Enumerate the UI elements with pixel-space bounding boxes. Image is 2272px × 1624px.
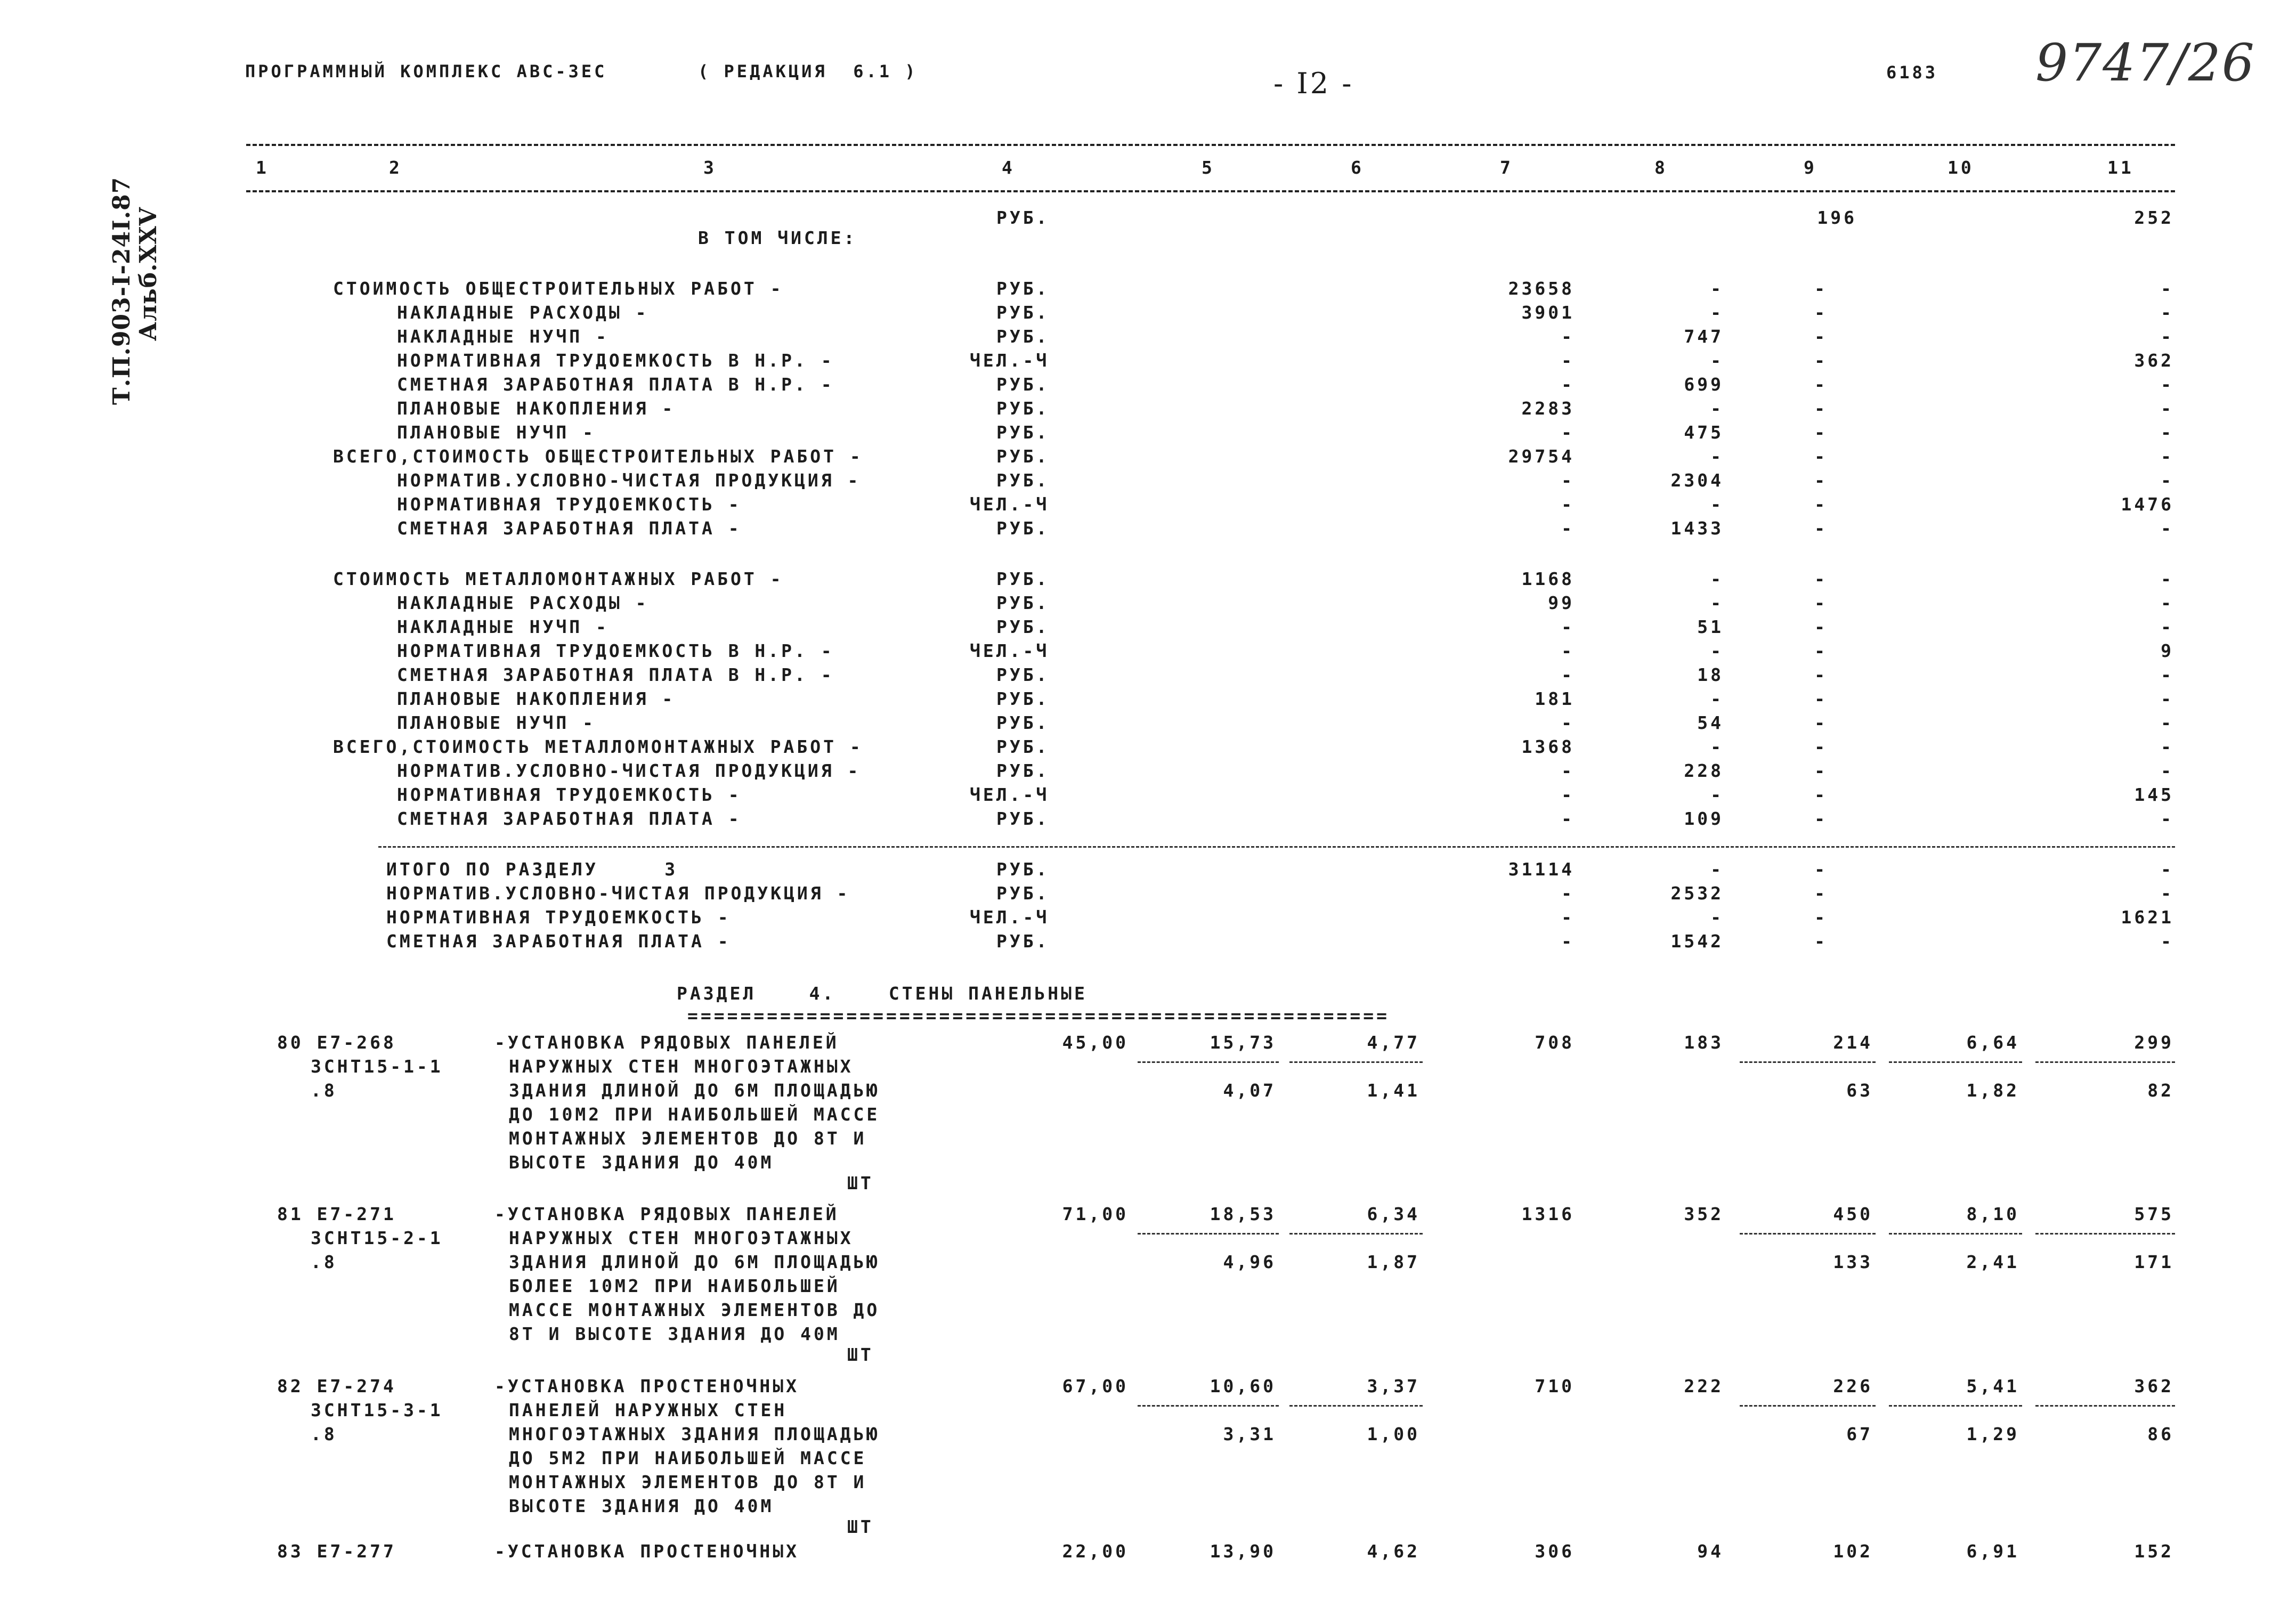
header-top-rule [246, 144, 2175, 146]
edition-label: ( РЕДАКЦИЯ 6.1 ) [698, 61, 918, 82]
item-subtotal-rule [1740, 1405, 1876, 1407]
summary-col7: - [1561, 374, 1575, 395]
item-description-line: МОНТАЖНЫХ ЭЛЕМЕНТОВ ДО 8Т И [509, 1128, 867, 1149]
item-description-line: ВЫСОТЕ ЗДАНИЯ ДО 40М [509, 1496, 774, 1516]
summary-label: ВСЕГО,СТОИМОСТЬ ОБЩЕСТРОИТЕЛЬНЫХ РАБОТ - [333, 446, 863, 467]
summary-label: НАКЛАДНЫЕ НУЧП - [397, 616, 609, 637]
item-subtotal-rule [1889, 1061, 2022, 1063]
item-subtotal-rule [1740, 1233, 1876, 1235]
item-col4: 22,00 [1062, 1541, 1129, 1562]
summary-label: ПЛАНОВЫЕ НАКОПЛЕНИЯ - [397, 398, 676, 419]
item-col6: 3,37 [1367, 1376, 1420, 1396]
summary-unit: РУБ. [996, 688, 1050, 709]
summary-label: НАКЛАДНЫЕ НУЧП - [397, 326, 609, 347]
summary-col7: - [1561, 326, 1575, 347]
summary-col8: - [1710, 736, 1724, 757]
summary-unit: РУБ. [996, 859, 1050, 880]
item-subtotal-rule [1889, 1233, 2022, 1235]
column-number: 1 [256, 157, 269, 178]
summary-col7: - [1561, 664, 1575, 685]
summary-label: ПЛАНОВЫЕ НУЧП - [397, 712, 596, 733]
summary-col7: - [1561, 494, 1575, 515]
summary-col11: - [2161, 688, 2174, 709]
item-code2: ЗСНТ15-2-1 [311, 1228, 443, 1248]
summary-unit: РУБ. [996, 616, 1050, 637]
item-col11: 299 [2134, 1032, 2174, 1053]
summary-col9: - [1814, 592, 1828, 613]
summary-label: СМЕТНАЯ ЗАРАБОТНАЯ ПЛАТА - [397, 808, 742, 829]
top-col11: 252 [2134, 207, 2174, 228]
summary-col8: - [1710, 278, 1724, 299]
summary-label: ПЛАНОВЫЕ НУЧП - [397, 422, 596, 443]
summary-col9: - [1814, 350, 1828, 371]
summary-col7: - [1561, 518, 1575, 539]
subtitle-including: В ТОМ ЧИСЛЕ: [698, 228, 857, 248]
summary-unit: РУБ. [996, 712, 1050, 733]
item-description-line: НАРУЖНЫХ СТЕН МНОГОЭТАЖНЫХ [509, 1056, 854, 1077]
item-subtotal-rule [1289, 1061, 1423, 1063]
item-number-code: 80 Е7-268 [277, 1032, 396, 1053]
summary-label: НОРМАТИВНАЯ ТРУДОЕМКОСТЬ - [397, 784, 742, 805]
column-number: 3 [703, 157, 717, 178]
summary-label: НОРМАТИВ.УСЛОВНО-ЧИСТАЯ ПРОДУКЦИЯ - [397, 760, 861, 781]
summary-col7: - [1561, 907, 1575, 928]
item-subtotal-rule [1289, 1405, 1423, 1407]
item-number-code: 81 Е7-271 [277, 1204, 396, 1224]
summary-label: НОРМАТИВНАЯ ТРУДОЕМКОСТЬ - [397, 494, 742, 515]
item-description-line: ВЫСОТЕ ЗДАНИЯ ДО 40М [509, 1152, 774, 1173]
summary-col8: 2532 [1670, 883, 1724, 904]
item-unit: ШТ [847, 1516, 874, 1537]
item-description-line: ПАНЕЛЕЙ НАРУЖНЫХ СТЕН [509, 1400, 788, 1420]
summary-col8: - [1710, 907, 1724, 928]
item-subtotal-rule [2035, 1233, 2175, 1235]
item-subtotal-rule [1740, 1061, 1876, 1063]
item-code2: ЗСНТ15-3-1 [311, 1400, 443, 1420]
item-description-line: ДО 10М2 ПРИ НАИБОЛЬШЕЙ МАССЕ [509, 1104, 880, 1125]
item-subtotal-rule [2035, 1061, 2175, 1063]
summary-unit: РУБ. [996, 446, 1050, 467]
item-subtotal-rule [1138, 1061, 1279, 1063]
summary-col8: - [1710, 640, 1724, 661]
summary-unit: РУБ. [996, 736, 1050, 757]
item-col6: 6,34 [1367, 1204, 1420, 1224]
item-description-line: ЗДАНИЯ ДЛИНОЙ ДО 6М ПЛОЩАДЬЮ [509, 1080, 880, 1101]
summary-col11: - [2161, 736, 2174, 757]
top-col9: 196 [1817, 207, 1857, 228]
item-col10: 6,64 [1966, 1032, 2019, 1053]
summary-col8: 1542 [1670, 931, 1724, 952]
summary-col11: 9 [2161, 640, 2174, 661]
item-number-code: 82 Е7-274 [277, 1376, 396, 1396]
summary-col9: - [1814, 907, 1828, 928]
header-bottom-rule [246, 190, 2175, 192]
summary-col7: - [1561, 784, 1575, 805]
item-description-line: ЗДАНИЯ ДЛИНОЙ ДО 6М ПЛОЩАДЬЮ [509, 1252, 880, 1272]
summary-col7: - [1561, 931, 1575, 952]
summary-col7: 99 [1548, 592, 1575, 613]
handwritten-number: 9747/26 [2035, 33, 2255, 93]
summary-col11: 1621 [2121, 907, 2174, 928]
summary-col11: 362 [2134, 350, 2174, 371]
summary-col7: - [1561, 883, 1575, 904]
summary-col7: 23658 [1508, 278, 1575, 299]
item-description-line: 8Т И ВЫСОТЕ ЗДАНИЯ ДО 40М [509, 1323, 840, 1344]
item-unit: ШТ [847, 1173, 874, 1193]
column-number: 6 [1351, 157, 1364, 178]
summary-col9: - [1814, 640, 1828, 661]
item-col10-wage: 1,82 [1966, 1080, 2019, 1101]
top-unit: РУБ. [996, 207, 1050, 228]
summary-col8: - [1710, 302, 1724, 323]
summary-unit: РУБ. [996, 422, 1050, 443]
item-col9: 226 [1833, 1376, 1873, 1396]
item-subtotal-rule [1889, 1405, 2022, 1407]
summary-col7: 181 [1535, 688, 1575, 709]
summary-col9: - [1814, 569, 1828, 589]
summary-col9: - [1814, 760, 1828, 781]
item-col7: 710 [1535, 1376, 1575, 1396]
summary-col11: - [2161, 616, 2174, 637]
item-description-line: -УСТАНОВКА ПРОСТЕНОЧНЫХ [494, 1376, 799, 1396]
item-col11: 362 [2134, 1376, 2174, 1396]
item-col4: 67,00 [1062, 1376, 1129, 1396]
summary-col9: - [1814, 808, 1828, 829]
item-description-line: МАССЕ МОНТАЖНЫХ ЭЛЕМЕНТОВ ДО [509, 1300, 880, 1320]
summary-unit: РУБ. [996, 760, 1050, 781]
item-code3: .8 [311, 1080, 337, 1101]
summary-col9: - [1814, 931, 1828, 952]
summary-col7: - [1561, 350, 1575, 371]
item-col11: 575 [2134, 1204, 2174, 1224]
summary-unit: РУБ. [996, 470, 1050, 491]
summary-col9: - [1814, 712, 1828, 733]
summary-unit: РУБ. [996, 931, 1050, 952]
summary-col9: - [1814, 859, 1828, 880]
item-col5: 15,73 [1210, 1032, 1276, 1053]
summary-col11: - [2161, 422, 2174, 443]
summary-col8: 109 [1684, 808, 1724, 829]
item-col9: 450 [1833, 1204, 1873, 1224]
item-code3: .8 [311, 1252, 337, 1272]
summary-col9: - [1814, 278, 1828, 299]
summary-col7: - [1561, 640, 1575, 661]
summary-col7: - [1561, 422, 1575, 443]
item-col8: 183 [1684, 1032, 1724, 1053]
summary-col11: - [2161, 302, 2174, 323]
document-code: 6183 [1886, 62, 1938, 83]
column-number: 5 [1202, 157, 1215, 178]
summary-col11: - [2161, 326, 2174, 347]
summary-unit: РУБ. [996, 398, 1050, 419]
summary-col9: - [1814, 883, 1828, 904]
column-number: 7 [1500, 157, 1513, 178]
item-subtotal-rule [1138, 1405, 1279, 1407]
summary-unit: ЧЕЛ.-Ч [970, 494, 1050, 515]
item-col10-wage: 1,29 [1966, 1424, 2019, 1444]
summary-col8: 18 [1697, 664, 1724, 685]
summary-label: НАКЛАДНЫЕ РАСХОДЫ - [397, 302, 649, 323]
item-description-line: МНОГОЭТАЖНЫХ ЗДАНИЯ ПЛОЩАДЬЮ [509, 1424, 880, 1444]
summary-col7: 1368 [1521, 736, 1575, 757]
summary-col8: 228 [1684, 760, 1724, 781]
summary-col9: - [1814, 518, 1828, 539]
summary-label: НОРМАТИВ.УСЛОВНО-ЧИСТАЯ ПРОДУКЦИЯ - [386, 883, 850, 904]
item-subtotal-rule [2035, 1405, 2175, 1407]
program-title: ПРОГРАММНЫЙ КОМПЛЕКС АВС-3ЕС [245, 61, 607, 82]
item-col6: 4,62 [1367, 1541, 1420, 1562]
summary-col11: 145 [2134, 784, 2174, 805]
summary-col7: - [1561, 760, 1575, 781]
column-number: 11 [2107, 157, 2134, 178]
summary-col8: 747 [1684, 326, 1724, 347]
column-number: 2 [389, 157, 402, 178]
item-col9: 214 [1833, 1032, 1873, 1053]
summary-label: НОРМАТИВ.УСЛОВНО-ЧИСТАЯ ПРОДУКЦИЯ - [397, 470, 861, 491]
item-col6-wage: 1,87 [1367, 1252, 1420, 1272]
summary-col8: - [1710, 592, 1724, 613]
item-col11-wage: 171 [2134, 1252, 2174, 1272]
summary-col11: - [2161, 712, 2174, 733]
summary-col7: 31114 [1508, 859, 1575, 880]
column-number: 9 [1804, 157, 1817, 178]
summary-col11: - [2161, 278, 2174, 299]
item-col7: 1316 [1521, 1204, 1575, 1224]
summary-col8: - [1710, 569, 1724, 589]
item-col10: 5,41 [1966, 1376, 2019, 1396]
summary-unit: РУБ. [996, 326, 1050, 347]
summary-label: СМЕТНАЯ ЗАРАБОТНАЯ ПЛАТА - [397, 518, 742, 539]
summary-col7: - [1561, 808, 1575, 829]
item-col6-wage: 1,41 [1367, 1080, 1420, 1101]
summary-label: СТОИМОСТЬ МЕТАЛЛОМОНТАЖНЫХ РАБОТ - [333, 569, 784, 589]
item-col6: 4,77 [1367, 1032, 1420, 1053]
summary-col9: - [1814, 736, 1828, 757]
summary-col8: 475 [1684, 422, 1724, 443]
summary-col9: - [1814, 398, 1828, 419]
summary-col11: - [2161, 664, 2174, 685]
item-col6-wage: 1,00 [1367, 1424, 1420, 1444]
item-col8: 94 [1697, 1541, 1724, 1562]
summary-col11: - [2161, 398, 2174, 419]
item-description-line: МОНТАЖНЫХ ЭЛЕМЕНТОВ ДО 8Т И [509, 1472, 867, 1492]
summary-unit: ЧЕЛ.-Ч [970, 784, 1050, 805]
summary-label: НОРМАТИВНАЯ ТРУДОЕМКОСТЬ В Н.Р. - [397, 350, 834, 371]
item-code2: ЗСНТ15-1-1 [311, 1056, 443, 1077]
summary-col7: 29754 [1508, 446, 1575, 467]
item-subtotal-rule [1289, 1233, 1423, 1235]
item-col10: 8,10 [1966, 1204, 2019, 1224]
summary-unit: РУБ. [996, 302, 1050, 323]
item-col5: 18,53 [1210, 1204, 1276, 1224]
item-col9-wage: 133 [1833, 1252, 1873, 1272]
summary-unit: РУБ. [996, 664, 1050, 685]
item-col5: 10,60 [1210, 1376, 1276, 1396]
summary-label: СМЕТНАЯ ЗАРАБОТНАЯ ПЛАТА - [386, 931, 731, 952]
summary-col8: 51 [1697, 616, 1724, 637]
item-description-line: -УСТАНОВКА РЯДОВЫХ ПАНЕЛЕЙ [494, 1204, 839, 1224]
summary-unit: РУБ. [996, 592, 1050, 613]
summary-col7: 3901 [1521, 302, 1575, 323]
summary-unit: ЧЕЛ.-Ч [970, 640, 1050, 661]
summary-label: СМЕТНАЯ ЗАРАБОТНАЯ ПЛАТА В Н.Р. - [397, 374, 834, 395]
summary-col8: 2304 [1670, 470, 1724, 491]
item-col5: 13,90 [1210, 1541, 1276, 1562]
summary-col8: 699 [1684, 374, 1724, 395]
summary-col11: - [2161, 931, 2174, 952]
summary-col11: - [2161, 592, 2174, 613]
summary-label: НОРМАТИВНАЯ ТРУДОЕМКОСТЬ В Н.Р. - [397, 640, 834, 661]
summary-col9: - [1814, 784, 1828, 805]
summary-unit: РУБ. [996, 569, 1050, 589]
item-col8: 352 [1684, 1204, 1724, 1224]
summary-col11: - [2161, 470, 2174, 491]
summary-col11: - [2161, 859, 2174, 880]
item-col11: 152 [2134, 1541, 2174, 1562]
summary-col9: - [1814, 422, 1828, 443]
summary-label: НАКЛАДНЫЕ РАСХОДЫ - [397, 592, 649, 613]
summary-col11: - [2161, 808, 2174, 829]
summary-col8: - [1710, 398, 1724, 419]
item-col9-wage: 63 [1846, 1080, 1873, 1101]
summary-label: ИТОГО ПО РАЗДЕЛУ 3 [386, 859, 678, 880]
summary-col11: - [2161, 374, 2174, 395]
item-col11-wage: 86 [2147, 1424, 2174, 1444]
item-code3: .8 [311, 1424, 337, 1444]
summary-unit: РУБ. [996, 278, 1050, 299]
column-number: 4 [1002, 157, 1015, 178]
item-col5-wage: 3,31 [1223, 1424, 1276, 1444]
summary-col7: 2283 [1521, 398, 1575, 419]
summary-col8: - [1710, 784, 1724, 805]
summary-col7: - [1561, 712, 1575, 733]
column-number: 10 [1948, 157, 1974, 178]
summary-col9: - [1814, 494, 1828, 515]
summary-col7: 1168 [1521, 569, 1575, 589]
item-col5-wage: 4,96 [1223, 1252, 1276, 1272]
summary-col9: - [1814, 374, 1828, 395]
summary-col9: - [1814, 302, 1828, 323]
item-col9: 102 [1833, 1541, 1873, 1562]
item-col4: 45,00 [1062, 1032, 1129, 1053]
summary-col7: - [1561, 470, 1575, 491]
summary-col11: - [2161, 569, 2174, 589]
summary-col9: - [1814, 446, 1828, 467]
summary-col8: - [1710, 688, 1724, 709]
side-label-project: Т.П.903-I-24I.87 [108, 176, 135, 405]
summary-col9: - [1814, 688, 1828, 709]
item-col10: 6,91 [1966, 1541, 2019, 1562]
summary-col9: - [1814, 664, 1828, 685]
summary-col11: - [2161, 518, 2174, 539]
summary-label: СТОИМОСТЬ ОБЩЕСТРОИТЕЛЬНЫХ РАБОТ - [333, 278, 784, 299]
item-subtotal-rule [1138, 1233, 1279, 1235]
item-description-line: ДО 5М2 ПРИ НАИБОЛЬШЕЙ МАССЕ [509, 1448, 867, 1468]
item-unit: ШТ [847, 1344, 874, 1365]
summary-col8: - [1710, 446, 1724, 467]
summary-col8: 1433 [1670, 518, 1724, 539]
section-title: РАЗДЕЛ 4. СТЕНЫ ПАНЕЛЬНЫЕ [677, 983, 1088, 1004]
side-label-album: Альб.XXV [135, 207, 162, 341]
item-col9-wage: 67 [1846, 1424, 1873, 1444]
summary-unit: РУБ. [996, 518, 1050, 539]
section-underline: ===================================================== [687, 1005, 1390, 1026]
summary-col8: - [1710, 494, 1724, 515]
column-number: 8 [1654, 157, 1668, 178]
summary-col8: 54 [1697, 712, 1724, 733]
item-col5-wage: 4,07 [1223, 1080, 1276, 1101]
summary-col8: - [1710, 350, 1724, 371]
item-col7: 708 [1535, 1032, 1575, 1053]
summary-unit: РУБ. [996, 374, 1050, 395]
item-description-line: -УСТАНОВКА ПРОСТЕНОЧНЫХ [494, 1541, 799, 1562]
summary-col11: 1476 [2121, 494, 2174, 515]
summary-col9: - [1814, 326, 1828, 347]
item-col8: 222 [1684, 1376, 1724, 1396]
item-col10-wage: 2,41 [1966, 1252, 2019, 1272]
totals-separator [378, 846, 2175, 848]
summary-unit: РУБ. [996, 883, 1050, 904]
summary-label: НОРМАТИВНАЯ ТРУДОЕМКОСТЬ - [386, 907, 731, 928]
item-col7: 306 [1535, 1541, 1575, 1562]
item-col11-wage: 82 [2147, 1080, 2174, 1101]
summary-col7: - [1561, 616, 1575, 637]
summary-col11: - [2161, 446, 2174, 467]
summary-col9: - [1814, 470, 1828, 491]
item-col4: 71,00 [1062, 1204, 1129, 1224]
summary-label: ВСЕГО,СТОИМОСТЬ МЕТАЛЛОМОНТАЖНЫХ РАБОТ - [333, 736, 863, 757]
item-description-line: НАРУЖНЫХ СТЕН МНОГОЭТАЖНЫХ [509, 1228, 854, 1248]
page-number: - I2 - [1273, 67, 1354, 100]
item-description-line: -УСТАНОВКА РЯДОВЫХ ПАНЕЛЕЙ [494, 1032, 839, 1053]
summary-label: СМЕТНАЯ ЗАРАБОТНАЯ ПЛАТА В Н.Р. - [397, 664, 834, 685]
summary-col11: - [2161, 883, 2174, 904]
summary-col8: - [1710, 859, 1724, 880]
item-number-code: 83 Е7-277 [277, 1541, 396, 1562]
summary-label: ПЛАНОВЫЕ НАКОПЛЕНИЯ - [397, 688, 676, 709]
summary-col9: - [1814, 616, 1828, 637]
item-description-line: БОЛЕЕ 10М2 ПРИ НАИБОЛЬШЕЙ [509, 1276, 840, 1296]
summary-unit: ЧЕЛ.-Ч [970, 907, 1050, 928]
summary-unit: ЧЕЛ.-Ч [970, 350, 1050, 371]
summary-col11: - [2161, 760, 2174, 781]
summary-unit: РУБ. [996, 808, 1050, 829]
